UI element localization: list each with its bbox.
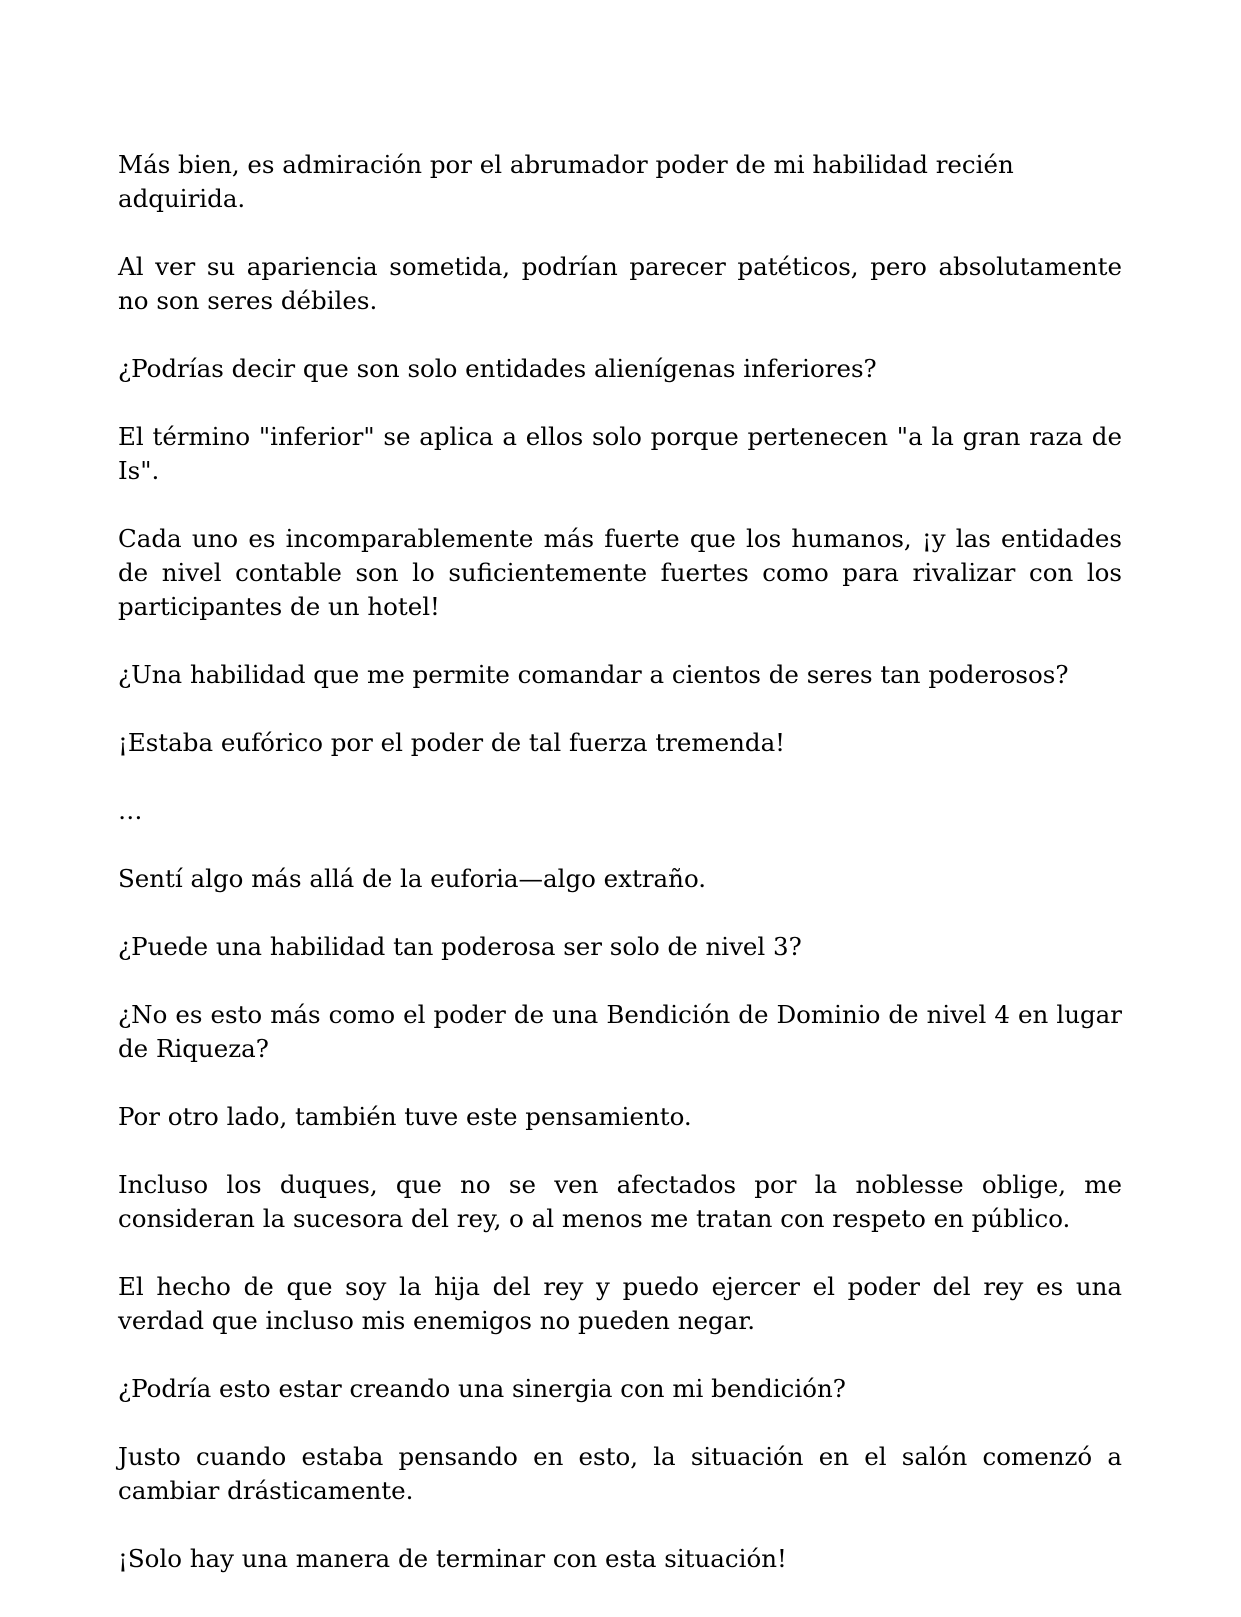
ellipsis-paragraph: … [118,796,143,825]
paragraph: ¿Puede una habilidad tan poderosa ser solo de nivel 3? [118,932,802,961]
paragraph: Justo cuando estaba pensando en esto, la situación en el salón comenzó a cambiar drásticamente. [118,1442,1122,1505]
paragraph: ¿Podría esto estar creando una sinergia con mi bendición? [118,1374,846,1403]
paragraph: Más bien, es admiración por el abrumador poder de mi habilidad recién adquirida. [118,150,1014,213]
paragraph: ¡Estaba eufórico por el poder de tal fuerza tremenda! [118,728,786,757]
paragraph: ¡Solo hay una manera de terminar con esta situación! [118,1544,787,1573]
paragraph: ¿No es esto más como el poder de una Bendición de Dominio de nivel 4 en lugar de Riqueza? [118,1000,1122,1063]
paragraph: Sentí algo más allá de la euforia—algo extraño. [118,864,707,893]
paragraph: Por otro lado, también tuve este pensamiento. [118,1102,692,1131]
paragraph: ¿Podrías decir que son solo entidades alienígenas inferiores? [118,354,877,383]
paragraph: El hecho de que soy la hija del rey y puedo ejercer el poder del rey es una verdad que incluso mis enemigos no pueden negar. [118,1272,1122,1335]
document-body [118,148,1122,1610]
paragraph: Al ver su apariencia sometida, podrían parecer patéticos, pero absolutamente no son seres débiles. [118,252,1122,315]
paragraph: Cada uno es incomparablemente más fuerte que los humanos, ¡y las entidades de nivel contable son lo suficientemente fuertes como para rivalizar con los participantes de un hotel! [118,524,1122,621]
paragraph: ¿Una habilidad que me permite comandar a cientos de seres tan poderosos? [118,660,1069,689]
paragraph: El término "inferior" se aplica a ellos solo porque pertenecen "a la gran raza de Is". [118,422,1122,485]
paragraph: Incluso los duques, que no se ven afectados por la noblesse oblige, me consideran la sucesora del rey, o al menos me tratan con respeto en público. [118,1170,1122,1233]
